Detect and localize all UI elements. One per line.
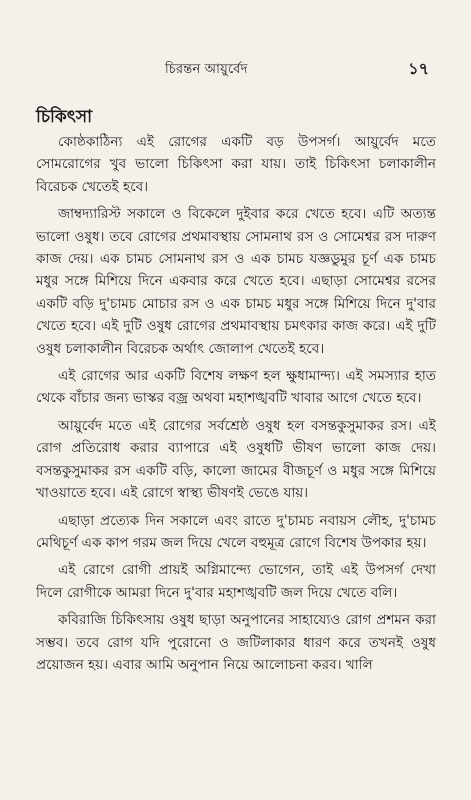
paragraph: এই রোগের আর একটি বিশেষ লক্ষণ হল ক্ষুধামান্দ্য। এই সমস্যার হাত থেকে বাঁচার জন্য ভাস্কর বজ্র অথবা মহাশঙ্খবটি খাবার আগে খেতে হবে। <box>36 368 436 407</box>
paragraph: এই রোগে রোগী প্রায়ই অগ্নিমান্দ্যে ভোগেন, তাই এই উপসর্গ দেখা দিলে রোগীকে আমরা দিনে দু'বার মহাশঙ্খবটি জল দিয়ে খেতে বলি। <box>36 562 436 601</box>
section-heading: চিকিৎসা <box>36 107 93 127</box>
page-number: ১৭ <box>408 59 429 78</box>
paragraph: আয়ুর্বেদ মতে এই রোগের সর্বশ্রেষ্ঠ ওষুধ হল বসন্তকুসুমাকর রস। এই রোগ প্রতিরোধ করার ব্যাপারে এই ওষুধটি ভীষণ ভালো কাজ দেয়। বসন্তকুসুমাকর রস একটি বড়ি, কালো জামের বীজচূর্ণ ও মধুর সঙ্গে মিশিয়ে খাওয়াতে হবে। এই রোগে স্বাস্থ্য ভীষণই ভেঙে যায়। <box>36 417 436 502</box>
page-header <box>0 56 471 80</box>
paragraph: এছাড়া প্রত্যেক দিন সকালে এবং রাতে দু'চামচ নবায়স লৌহ, দু'চামচ মেথিচূর্ণ এক কাপ গরম জল দিয়ে খেলে বহুমূত্র রোগে বিশেষ উপকার হয়। <box>36 512 436 551</box>
running-title: চিরন্তন আয়ুর্বেদ <box>165 62 248 77</box>
paragraph: কবিরাজি চিকিৎসায় ওষুধ ছাড়া অনুপানের সাহায্যেও রোগ প্রশমন করা সম্ভব। তবে রোগ যদি পুরোনো ও জটিলাকার ধারণ করে তখনই ওষুধ প্রয়োজন হয়। এবার আমি অনুপান নিয়ে আলোচনা করব। খালি <box>36 612 436 673</box>
paragraph: কোষ্ঠকাঠিন্য এই রোগের একটি বড় উপসর্গ। আয়ুর্বেদ মতে সোমরোগের খুব ভালো চিকিৎসা করা যায়। তাই চিকিৎসা চলাকালীন বিরেচক খেতেই হবে। <box>36 134 436 195</box>
paragraph: জাম্বদ্যারিস্ট সকালে ও বিকেলে দুইবার করে খেতে হবে। এটি অত্যন্ত ভালো ওষুধ। তবে রোগের প্রথমাবস্থায় সোমনাথ রস ও সোমেশ্বর রস দারুণ কাজ দেয়। এক চামচ সোমনাথ রস ও এক চামচ যজ্ঞডুমুর চূর্ণ এক চামচ মধুর সঙ্গে মিশিয়ে দিনে একবার করে খেতে হবে। এছাড়া সোমেশ্বর রসের একটি বড়ি দু'চামচ মোচার রস ও এক চামচ মধুর সঙ্গে মিশিয়ে দিনে দু'বার খেতে হবে। এই দুটি ওষুধ রোগের প্রথমাবস্থায় চমৎকার কাজ করে। এই দুটি ওষুধ চলাকালীন বিরেচক অর্থাৎ জোলাপ খেতেই হবে। <box>36 206 436 357</box>
page-body <box>36 106 436 678</box>
